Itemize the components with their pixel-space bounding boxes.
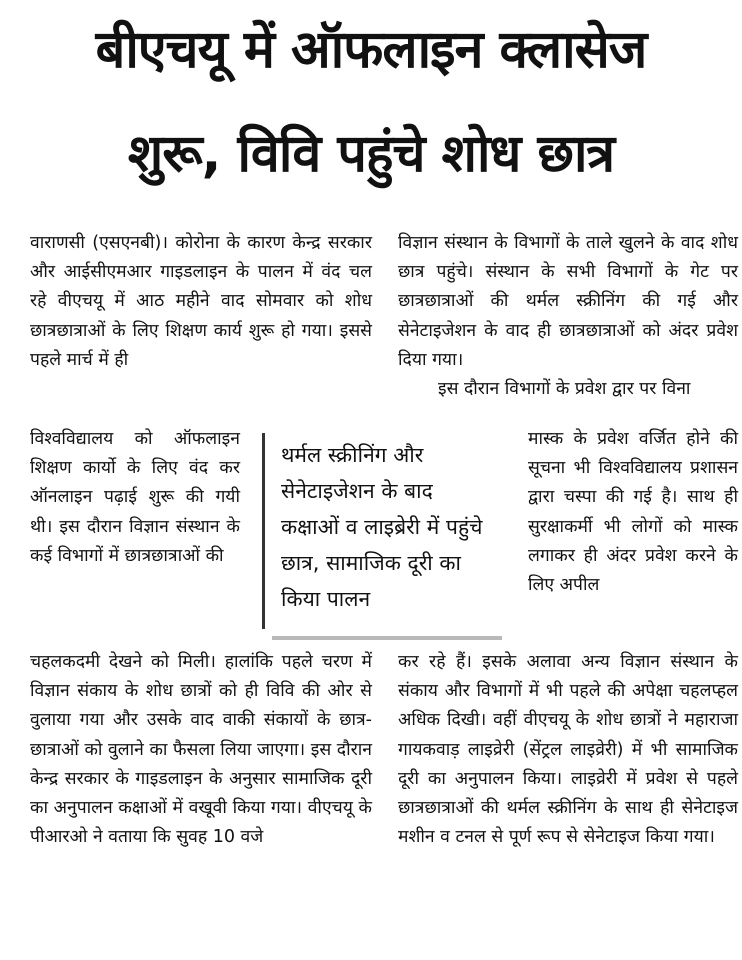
article-col-right-bottom	[398, 648, 738, 852]
headline-line-2: शुरू, विवि पहुंचे शोध छात्र	[127, 124, 615, 184]
pull-quote: थर्मल स्क्रीनिंग और सेनेटाइजेशन के बाद कक्षाओं व लाइब्रेरी में पहुंचे छात्र, सामाजिक दूरी का किया पालन	[262, 433, 500, 629]
article-col-left-top	[30, 229, 372, 375]
article-col-left-mid	[30, 425, 240, 571]
headline-line-1: बीएचयू में ऑफलाइन क्लासेज	[95, 20, 647, 80]
article-paragraph: विश्वविद्यालय को ऑफलाइन शिक्षण कार्यो के लिए वंद कर ऑनलाइन पढ़ाई शुरू की गयी थी। इस दौरान विज्ञान संस्थान के कई विभागों में छात्रछात्राओं की	[30, 429, 240, 566]
article-paragraph: मास्क के प्रवेश वर्जित होने की सूचना भी विश्वविद्यालय प्रशासन द्वारा चस्पा की गई है। साथ ही सुरक्षाकर्मी भी लोगों को मास्क लगाकर ही अंदर प्रवेश करने के लिए अपील	[528, 429, 738, 596]
article-paragraph: कर रहे हैं। इसके अलावा अन्य विज्ञान संस्थान के संकाय और विभागों में भी पहले की अपेक्षा चहलप्हल अधिक दिखी। वहीं वीएचयू के शोध छात्रों ने महाराजा गायकवाड़ लाइव्रेरी (सेंट्रल लाइव्रेरी) में भी सामाजिक दूरी का अनुपालन किया। लाइव्रेरी में प्रवेश से पहले छात्रछात्राओं की थर्मल स्क्रीनिंग के साथ ही सेनेटाइज मशीन व टनल से पूर्ण रूप से सेनेटाइज किया गया।	[398, 652, 738, 848]
article-paragraph: वाराणसी (एसएनबी)। कोरोना के कारण केन्द्र सरकार और आईसीएमआर गाइडलाइन के पालन में वंद चल रहे वीएचयू में आठ महीने वाद सोमवार को शोध छात्रछात्राओं के लिए शिक्षण कार्य शुरू हो गया। इससे पहले मार्च में ही	[30, 233, 372, 370]
article-col-right-top	[398, 229, 738, 404]
article-paragraph: इस दौरान विभागों के प्रवेश द्वार पर विना	[438, 379, 691, 400]
article-paragraph: विज्ञान संस्थान के विभागों के ताले खुलने के वाद शोध छात्र पहुंचे। संस्थान के सभी विभागों के गेट पर छात्रछात्राओं की थर्मल स्क्रीनिंग की गई और सेनेटाइजेशन के वाद ही छात्रछात्राओं को अंदर प्रवेश दिया गया।	[398, 233, 738, 370]
article-col-left-bottom	[30, 648, 372, 852]
pull-quote-rule	[272, 636, 502, 640]
article-paragraph: चहलकदमी देखने को मिली। हालांकि पहले चरण में विज्ञान संकाय के शोध छात्रों को ही विवि की ओर से वुलाया गया और उसके वाद वाकी संकायों के छात्र-छात्राओं को वुलाने का फैसला लिया जाएगा। इस दौरान केन्द्र सरकार के गाइडलाइन के अनुसार सामाजिक दूरी का अनुपालन कक्षाओं में वखूवी किया गया। वीएचयू के पीआरओ ने वताया कि सुवह 10 वजे	[30, 652, 372, 848]
article-col-right-mid	[528, 425, 738, 600]
